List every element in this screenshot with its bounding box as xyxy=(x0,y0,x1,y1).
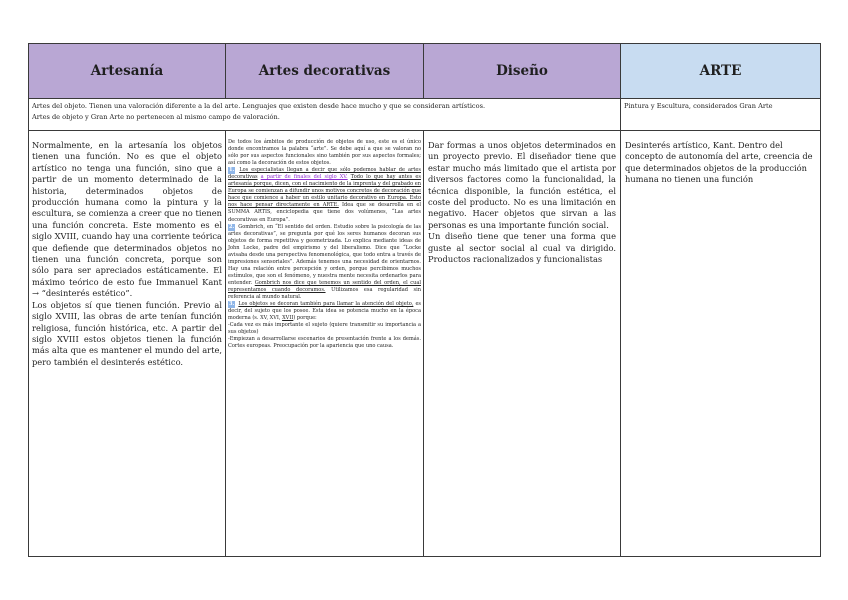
decorativas-p2-underline: Gombrich nos dice que tenemos un sentido del orden, el cual representamos cuando decoramos. xyxy=(228,279,421,293)
subheader-arte-text: Pintura y Escultura, considerados Gran Arte xyxy=(624,102,773,110)
cell-artes-decorativas xyxy=(226,131,424,557)
decorativas-p2-b: Utilizamos esa regularidad sin referencia al mundo natural. xyxy=(228,286,422,301)
decorativas-p3-a: es decir, del sujeto que los posee. Esta idea se potencia mucho en la época moderna (s. XV, XVI, xyxy=(228,301,422,322)
decorativas-p1-b: Todo lo que hay antes es artesanía porque, dicen, con el nacimiento de la imprenta y del grabado en Europa se comienzan a difundir unos motivos concretos de decoración que hace que comience a haber un estilo unitario decorativo en Europa. Esto nos hace pensar directamente en ARTE. xyxy=(228,174,421,209)
artesania-paragraph-2: Los objetos sí que tienen función. Previo al siglo XVIII, las obras de arte tenían función religiosa, función histórica, etc. A partir del siglo XVIII estos objetos tienen la función más alta que es mantener el mundo del arte, pero también el desinterés estético. xyxy=(32,299,222,367)
decorativas-bullet-2: -Empiezan a desarrollarse escenarios de presentación frente a los demás. Cortes europeas. Preocupación por la apariencia que uno causa. xyxy=(228,336,421,350)
header-artesania: Artesanía xyxy=(29,44,226,99)
header-row xyxy=(29,44,821,99)
diseno-paragraph-2: Un diseño tiene que tener una forma que guste al sector social al cual va dirigido. Productos racionalizados y funcionalistas xyxy=(428,231,616,265)
decorativas-p1-a: Los especialistas llegan a decir que sólo podemos hablar de artes decorativas xyxy=(228,167,422,181)
decorativas-p3-xvii: XVII xyxy=(282,315,294,322)
cell-diseno xyxy=(424,131,621,557)
decorativas-p1-c: Idea que se desarrolla en el SUMMA ARTIS, enciclopedia que tiene dos volúmenes, “Las artes decorativas en Europa”. xyxy=(228,202,421,223)
header-diseno: Diseño xyxy=(424,44,621,99)
diseno-paragraph-1: Dar formas a unos objetos determinados en un proyecto previo. El diseñador tiene que estar mucho más limitado que el artista por diversos factores como la funcionalidad, la técnica disponible, la función estética, el coste del producto. No es una limitación en negativo. Hacer objetos que sirvan a las personas es una importante función social. xyxy=(428,140,616,230)
cell-artesania xyxy=(29,131,226,557)
number-badge-3: 3. xyxy=(229,301,235,308)
subheader-line-2: Artes de objeto y Gran Arte no pertenecen al mismo campo de valoración. xyxy=(32,113,280,121)
cell-arte xyxy=(621,131,821,557)
subheader-row xyxy=(29,99,821,131)
decorativas-p3-b: ) porque: xyxy=(293,315,317,322)
number-badge-1: 1. xyxy=(229,167,235,174)
decorativas-intro: De todos los ámbitos de producción de objetos de uso, este es el único donde encontramos la palabra “arte”. Se debe aquí a que se valoran no sólo por sus aspectos funcionales sino también por sus aspectos formales; así como la decoración de estos objetos. xyxy=(228,139,421,167)
content-row xyxy=(29,131,821,557)
header-artes-decorativas: Artes decorativas xyxy=(226,44,424,99)
artesania-paragraph-1: Normalmente, en la artesanía los objetos tienen una función. No es que el objeto artístico no tenga una función, sino que a partir de un momento determinado de la historia, determinados objetos de producción humana como la pintura y la escultura, se comienza a creer que no tienen una función concreta. Este momento es el siglo XVIII, cuando hay una corriente teórica que defiende que determinados objetos no tienen una función concreta, porque son sólo para ser apreciados estáticamente. El máximo teórico de esto fue Immanuel Kant → “desinterés estético”. xyxy=(32,140,222,299)
arte-paragraph-1: Desinterés artístico, Kant. Dentro del concepto de autonomía del arte, creencia de que determinados objetos de la producción humana no tienen una función xyxy=(625,140,813,185)
subheader-objects xyxy=(29,99,621,131)
header-arte: ARTE xyxy=(621,44,821,99)
decorativas-point-3 xyxy=(228,301,421,322)
subheader-line-1: Artes del objeto. Tienen una valoración diferente a la del arte. Lenguajes que existen desde hace mucho y que se consideran artísticos. xyxy=(32,102,486,110)
comparison-table xyxy=(28,43,821,557)
number-badge-2: 2. xyxy=(229,223,235,230)
decorativas-p1-highlight: a partir de finales del siglo XV. xyxy=(260,174,348,181)
decorativas-p2-a: Gombrich, en “El sentido del orden. Estudio sobre la psicología de las artes decorativas”, se pregunta por qué los seres humanos decoran sus objetos de forma repetitiva y geometrizada. Lo explica mediante ideas de John Locke, padre del empirismo y del liberalismo. Dice que “Locke avisaba desde una perspectiva fenomenológica, que todo entra a través de impresiones sensoriales”. Además tenemos una necesidad de orientarnos. Hay una relación entre percepción y orden, porque percibimos muchos estímulos, que son el fenómeno, y nuestra mente necesita ordenarlos para entender. xyxy=(228,223,421,286)
decorativas-bullet-1: -Cada vez es más importante el sujeto (quiere transmitir su importancia a sus objetos) xyxy=(228,322,421,336)
decorativas-point-1 xyxy=(228,167,421,223)
decorativas-p3-underline: Los objetos se decoran también para llamar la atención del objeto, xyxy=(238,301,414,308)
subheader-arte xyxy=(621,99,821,131)
decorativas-point-2 xyxy=(228,224,421,302)
